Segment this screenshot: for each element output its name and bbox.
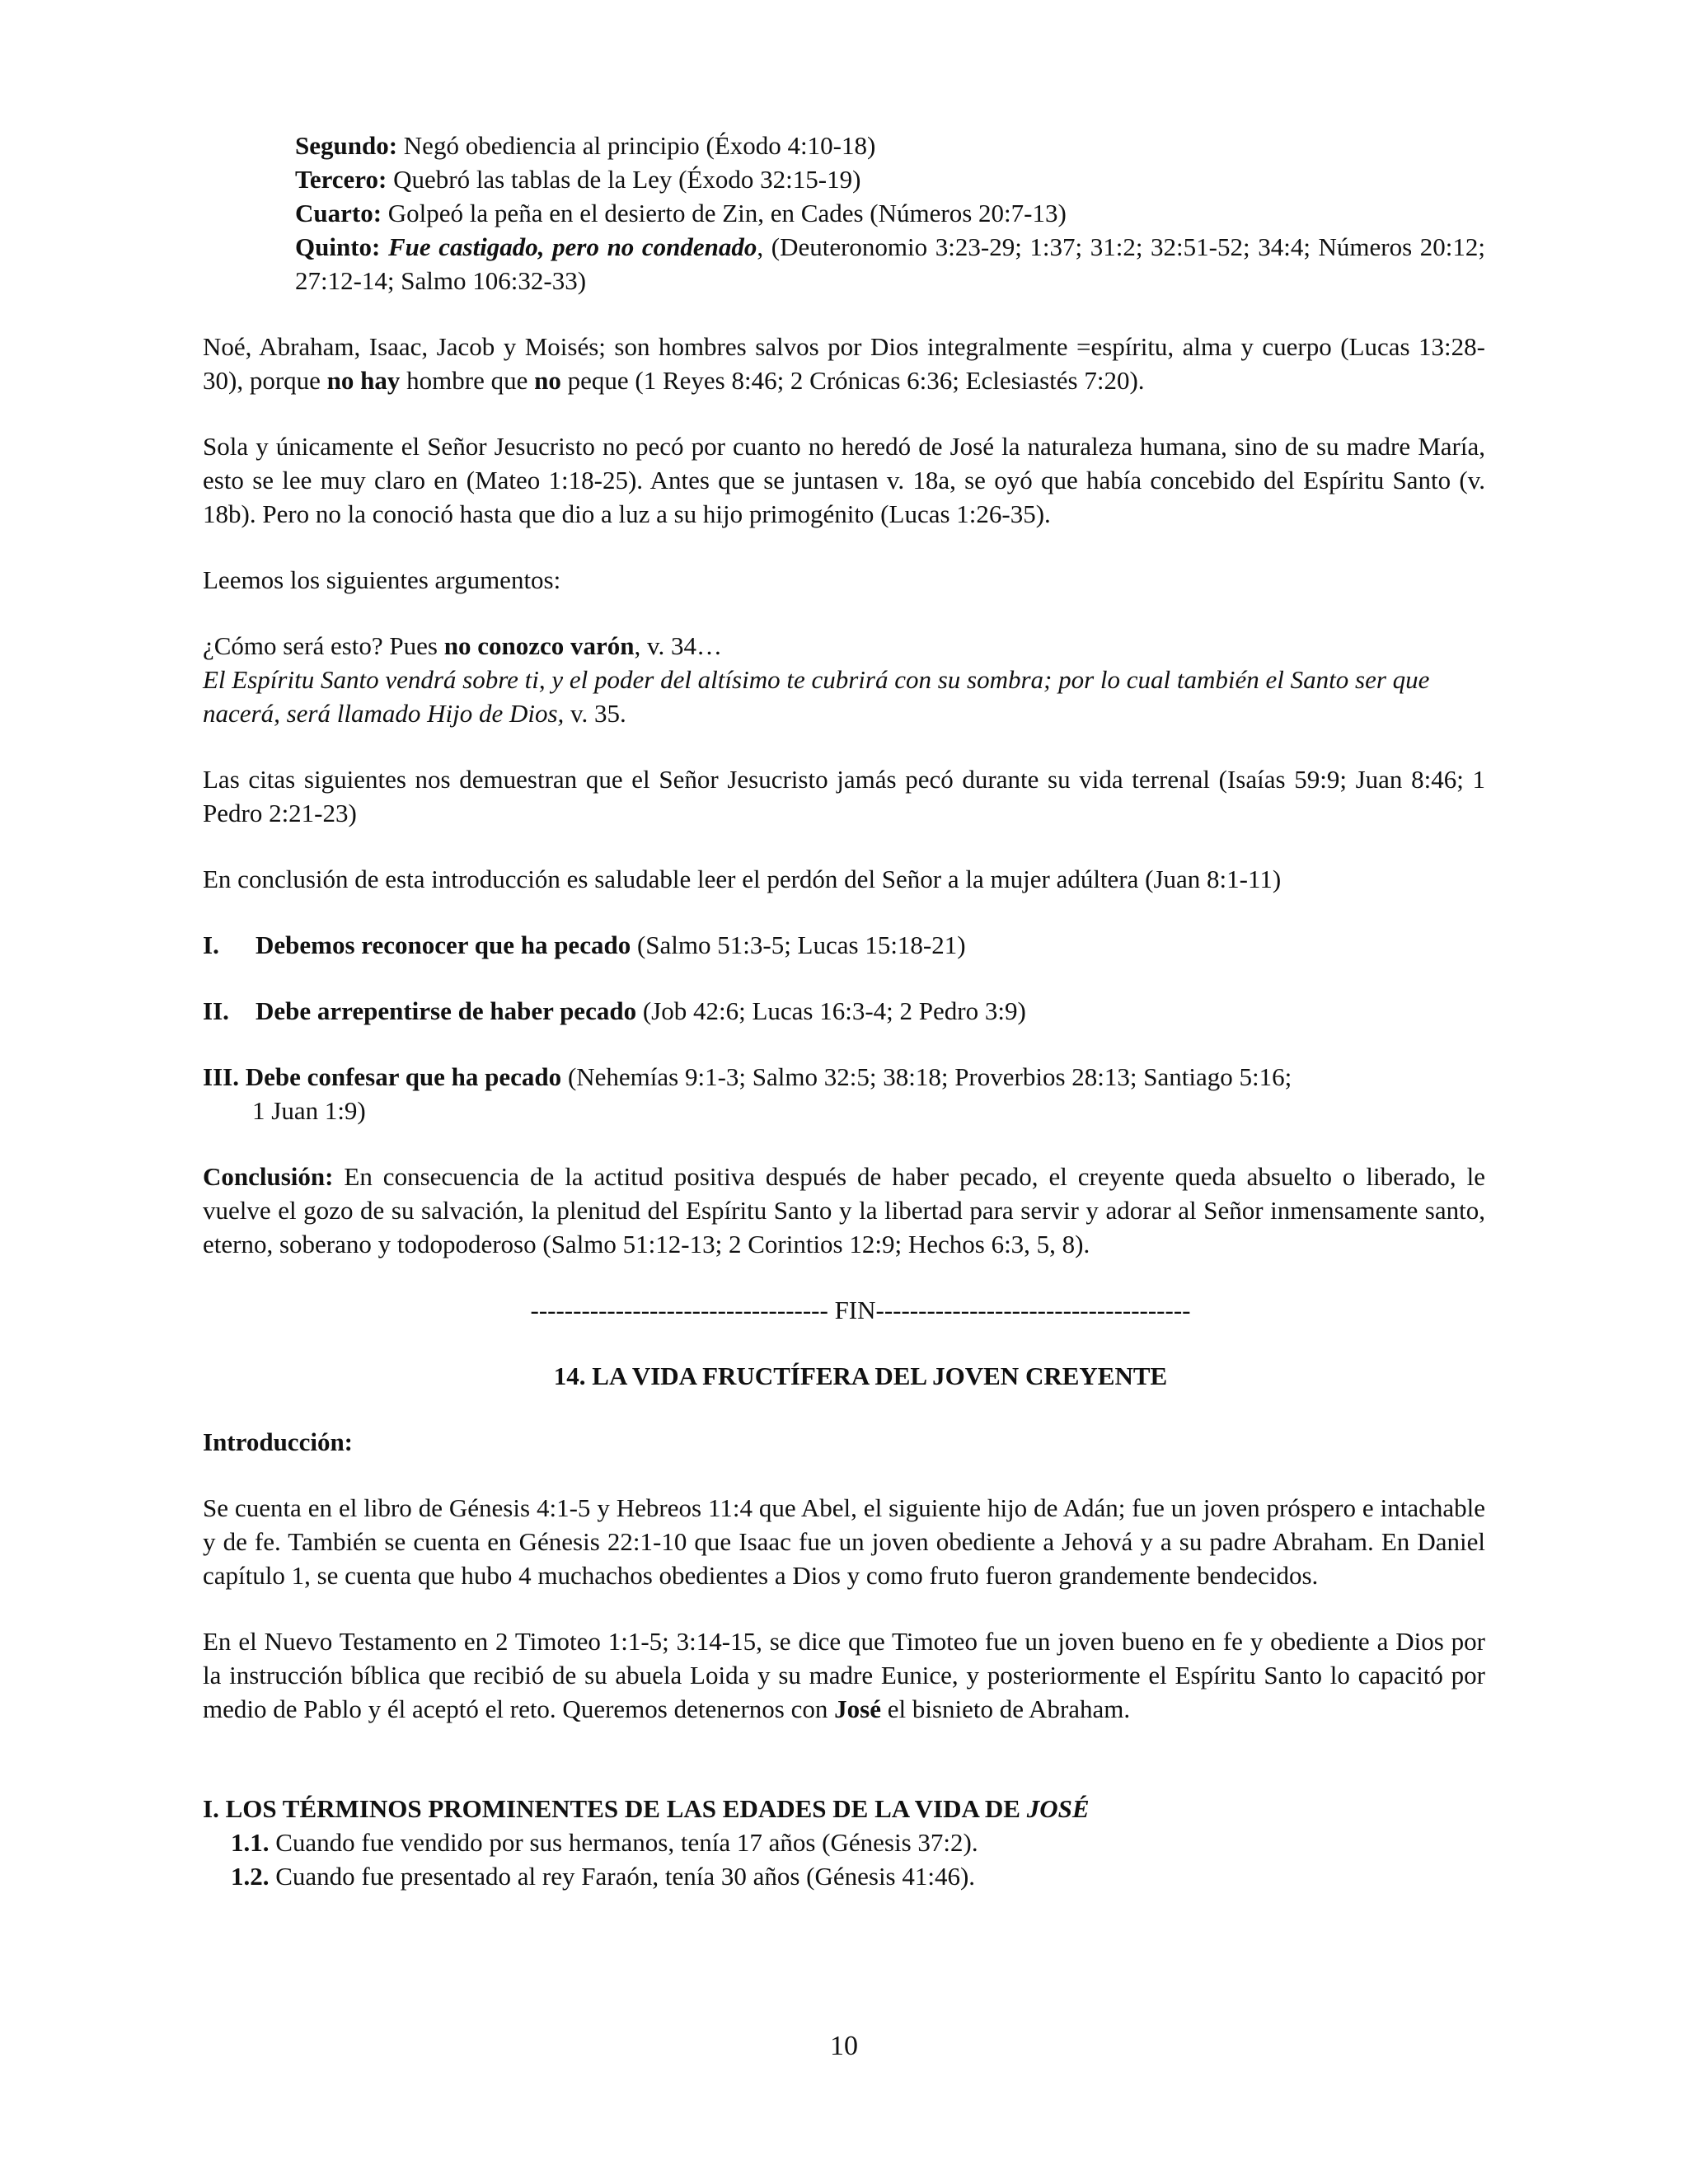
- text-run: ¿Cómo será esto? Pues: [203, 631, 444, 660]
- fin-divider: ----------------------------------- FIN-------------------------------------: [530, 1296, 1191, 1324]
- chapter-title: 14. LA VIDA FRUCTÍFERA DEL JOVEN CREYENTE: [553, 1361, 1168, 1390]
- list-label: Cuarto:: [295, 199, 382, 227]
- point-refs-continued: 1 Juan 1:9): [252, 1096, 366, 1125]
- intro-label: Introducción:: [203, 1427, 354, 1456]
- list-emphasis: Fue castigado, pero no condenado: [387, 232, 757, 261]
- subitem-number: 1.1.: [231, 1828, 270, 1857]
- page-number: 10: [830, 2031, 858, 2061]
- italic-run: El Espíritu Santo vendrá sobre ti, y el poder del altísimo te cubrirá con su sombra; por lo cual también el Santo ser que nacerá, será llamado Hijo de Dios,: [203, 665, 1430, 728]
- section-title-text: I. LOS TÉRMINOS PROMINENTES DE LAS EDADES DE LA VIDA DE: [203, 1794, 1027, 1823]
- conclusion-text: En consecuencia de la actitud positiva después de haber pecado, el creyente queda absuelto o liberado, le vuelve el gozo de su salvación, la plenitud del Espíritu Santo y la libertad para servir y adorar al Señor inmensamente santo, eterno, soberano y todopoderoso (Salmo 51:12-13; 2 Corintios 12:9; Hechos 6:3, 5, 8).: [203, 1162, 1485, 1258]
- point-line: [203, 1060, 1485, 1094]
- point-title: Debe arrepentirse de haber pecado: [256, 996, 637, 1025]
- subitem-text: Cuando fue presentado al rey Faraón, tenía 30 años (Génesis 41:46).: [269, 1862, 976, 1891]
- paragraph-conclusion-intro: En conclusión de esta introducción es saludable leer el perdón del Señor a la mujer adúltera (Juan 8:1-11): [203, 865, 1282, 893]
- list-text: Golpeó la peña en el desierto de Zin, en Cades (Números 20:7-13): [382, 199, 1067, 227]
- bold-run: no: [534, 366, 561, 395]
- subitem-1-2: [203, 1859, 1485, 1893]
- point-refs: (Job 42:6; Lucas 16:3-4; 2 Pedro 3:9): [636, 996, 1026, 1025]
- moses-failures-list: [203, 129, 1485, 298]
- paragraph-sola: Sola y únicamente el Señor Jesucristo no pecó por cuanto no heredó de José la naturaleza humana, sino de su madre María, esto se lee muy claro en (Mateo 1:18-25). Antes que se juntasen v. 18a, se oyó que había concebido del Espíritu Santo (v. 18b). Pero no la conoció hasta que dio a luz a su hijo primogénito (Lucas 1:26-35).: [203, 432, 1485, 528]
- bold-run: no conozco varón: [443, 631, 635, 660]
- bold-run: no hay: [326, 366, 401, 395]
- paragraph-timoteo: [203, 1624, 1485, 1726]
- paragraph-noe: [203, 330, 1485, 397]
- text-run: , v. 34…: [634, 631, 722, 660]
- text-run: peque (1 Reyes 8:46; 2 Crónicas 6:36; Eclesiastés 7:20).: [560, 366, 1145, 395]
- subitem-number: 1.2.: [231, 1862, 270, 1891]
- quote-line-1: [203, 629, 1485, 663]
- conclusion-label: Conclusión:: [203, 1162, 334, 1191]
- paragraph-leemos: Leemos los siguientes argumentos:: [203, 565, 561, 594]
- text-run: v. 35.: [564, 699, 626, 728]
- text-run: Noé, Abraham, Isaac, Jacob y Moisés; son hombres salvos por Dios integralmente =espíritu, alma y cuerpo (Lucas 13:28-30), porque: [203, 332, 1485, 395]
- quote-line-2: [203, 663, 1485, 730]
- list-label: Tercero:: [295, 165, 387, 194]
- quote-block: [203, 629, 1485, 730]
- point-number: III.: [203, 1062, 239, 1091]
- point-number: II.: [203, 996, 229, 1025]
- page-content: [203, 129, 1485, 1893]
- point-number: I.: [203, 930, 219, 959]
- list-label: Quinto:: [295, 232, 381, 261]
- point-refs: (Nehemías 9:1-3; Salmo 32:5; 38:18; Proverbios 28:13; Santiago 5:16;: [561, 1062, 1292, 1091]
- point-title: Debemos reconocer que ha pecado: [256, 930, 631, 959]
- section-title-emphasis: JOSÉ: [1026, 1794, 1090, 1823]
- point-2: [203, 994, 1485, 1028]
- subitem-1-1: [203, 1825, 1485, 1859]
- list-item-segundo: [295, 129, 1485, 162]
- list-text: , (Deuteronomio 3:23-29; 1:37; 31:2; 32:51-52; 34:4; Números 20:12; 27:12-14; Salmo 106:32-33): [295, 232, 1486, 295]
- point-1: [203, 928, 1485, 962]
- paragraph-conclusion: [203, 1160, 1485, 1261]
- point-title: Debe confesar que ha pecado: [245, 1062, 562, 1091]
- list-item-quinto: [295, 230, 1485, 298]
- point-refs: (Salmo 51:3-5; Lucas 15:18-21): [631, 930, 966, 959]
- text-run: En el Nuevo Testamento en 2 Timoteo 1:1-5; 3:14-15, se dice que Timoteo fue un joven bueno en fe y obediente a Dios por la instrucción bíblica que recibió de su abuela Loida y su madre Eunice, y posteriormente el Espíritu Santo lo capacitó por medio de Pablo y él aceptó el reto. Queremos detenernos con: [203, 1627, 1485, 1723]
- section-title: [203, 1792, 1485, 1825]
- list-item-tercero: [295, 162, 1485, 196]
- text-run: el bisnieto de Abraham.: [880, 1694, 1131, 1723]
- list-label: Segundo:: [295, 131, 398, 160]
- list-text: Quebró las tablas de la Ley (Éxodo 32:15-19): [387, 165, 861, 194]
- text-run: hombre que: [400, 366, 535, 395]
- point-3: [203, 1060, 1485, 1127]
- paragraph-genesis: Se cuenta en el libro de Génesis 4:1-5 y Hebreos 11:4 que Abel, el siguiente hijo de Adán; fue un joven próspero e intachable y de fe. También se cuenta en Génesis 22:1-10 que Isaac fue un joven obediente a Jehová y a su padre Abraham. En Daniel capítulo 1, se cuenta que hubo 4 muchachos obedientes a Dios y como fruto fueron grandemente bendecidos.: [203, 1493, 1485, 1590]
- paragraph-citas: Las citas siguientes nos demuestran que el Señor Jesucristo jamás pecó durante su vida terrenal (Isaías 59:9; Juan 8:46; 1 Pedro 2:21-23): [203, 765, 1485, 827]
- bold-run: José: [834, 1694, 881, 1723]
- list-item-cuarto: [295, 196, 1485, 230]
- subitem-text: Cuando fue vendido por sus hermanos, tenía 17 años (Génesis 37:2).: [269, 1828, 978, 1857]
- list-text: Negó obediencia al principio (Éxodo 4:10-18): [397, 131, 876, 160]
